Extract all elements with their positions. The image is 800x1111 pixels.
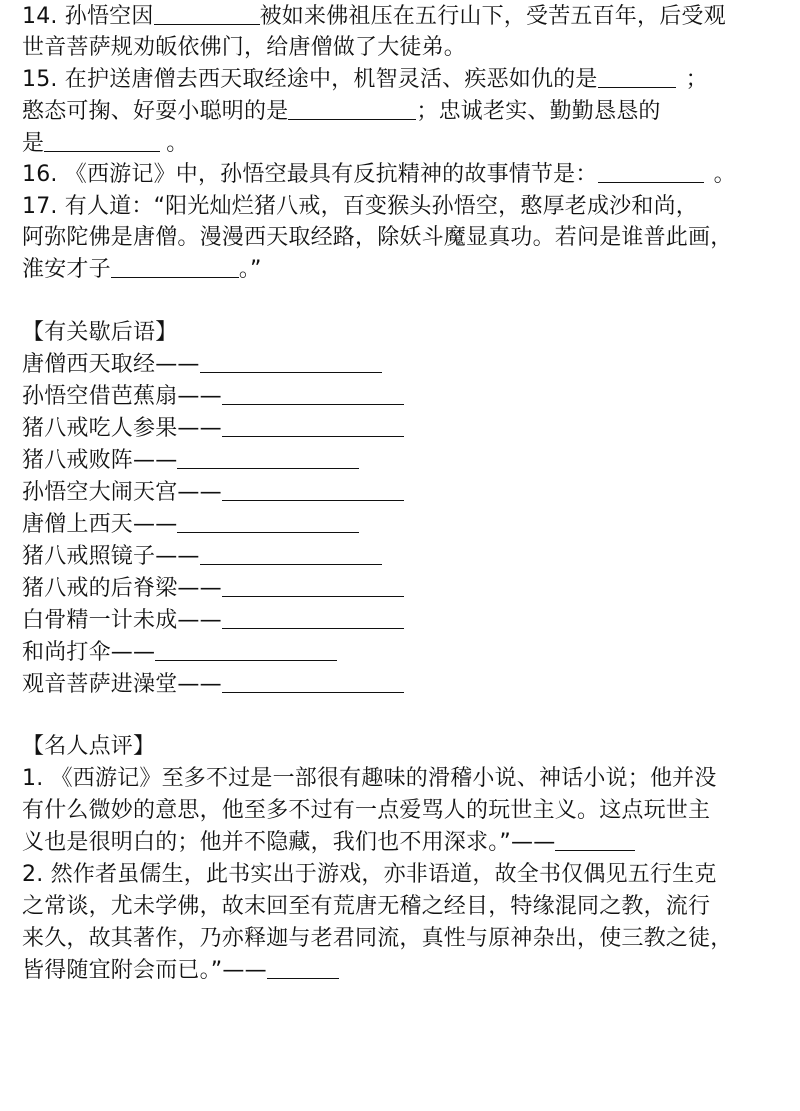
answer-blank[interactable]	[200, 350, 382, 373]
xiehouyu-prompt: 白骨精一计未成——	[22, 608, 222, 633]
comment-text: 2. 然作者虽儒生，此书实出于游戏，亦非语道，故全书仅偶见五行生克	[22, 862, 717, 887]
answer-blank[interactable]	[598, 160, 704, 183]
xiehouyu-item	[22, 574, 404, 604]
comment-text: 有什么微妙的意思，他至多不过有一点爱骂人的玩世主义。这点玩世主	[22, 798, 711, 823]
answer-blank[interactable]	[288, 97, 416, 120]
answer-blank[interactable]	[598, 65, 676, 88]
question-15-text: 。	[166, 131, 189, 156]
question-15-text: 是	[22, 131, 45, 156]
question-17-line-1	[22, 192, 698, 222]
section-heading-comments: 【名人点评】	[22, 734, 156, 759]
comment-text: 1. 《西游记》至多不过是一部很有趣味的滑稽小说、神话小说；他并没	[22, 766, 717, 791]
question-15-line-1	[22, 65, 708, 95]
question-15-text: ；忠诚老实、勤勤恳恳的	[416, 99, 661, 124]
answer-blank[interactable]	[177, 510, 359, 533]
question-17-line-3	[22, 255, 262, 285]
answer-blank[interactable]	[267, 956, 339, 979]
question-17-line-2	[22, 223, 732, 253]
xiehouyu-prompt: 唐僧西天取经——	[22, 352, 200, 377]
answer-blank[interactable]	[222, 574, 404, 597]
comment-text: 之常谈，尤未学佛，故末回至有荒唐无稽之经目，特缘混同之教，流行	[22, 894, 711, 919]
question-15-text: 憨态可掬、好耍小聪明的是	[22, 99, 289, 124]
question-14-line-2	[22, 33, 466, 63]
question-15-line-2	[22, 97, 661, 127]
xiehouyu-prompt: 唐僧上西天——	[22, 512, 178, 537]
answer-blank[interactable]	[222, 478, 404, 501]
xiehouyu-item	[22, 414, 404, 444]
comment-1-line-3	[22, 828, 635, 858]
xiehouyu-prompt: 猪八戒吃人参果——	[22, 416, 222, 441]
answer-blank[interactable]	[222, 382, 404, 405]
xiehouyu-item	[22, 510, 359, 540]
answer-blank[interactable]	[555, 828, 635, 851]
xiehouyu-prompt: 猪八戒败阵——	[22, 448, 178, 473]
answer-blank[interactable]	[177, 446, 359, 469]
xiehouyu-item	[22, 638, 337, 668]
xiehouyu-item	[22, 446, 359, 476]
xiehouyu-prompt: 猪八戒照镜子——	[22, 544, 200, 569]
question-17-text: 17. 有人道：“阳光灿烂猪八戒，百变猴头孙悟空，憨厚老成沙和尚，	[22, 194, 698, 219]
comment-2-line-1	[22, 860, 717, 890]
xiehouyu-item	[22, 542, 382, 572]
answer-blank[interactable]	[155, 638, 337, 661]
comment-2-line-2	[22, 892, 710, 922]
question-14-text: 世音菩萨规劝皈依佛门，给唐僧做了大徒弟。	[22, 35, 467, 60]
question-16-text: 16. 《西游记》中，孙悟空最具有反抗精神的故事情节是：	[22, 162, 598, 187]
comment-2-line-4	[22, 956, 339, 986]
question-16-text: 。	[713, 162, 736, 187]
xiehouyu-prompt: 猪八戒的后脊梁——	[22, 576, 222, 601]
question-14-line-1	[22, 2, 726, 32]
comment-text: 皆得随宜附会而已。”——	[22, 958, 267, 983]
comment-2-line-3	[22, 924, 732, 954]
question-15-line-3	[22, 129, 188, 159]
xiehouyu-prompt: 观音菩萨进澡堂——	[22, 672, 222, 697]
comment-text: 来久，故其著作，乃亦释迦与老君同流，真性与原神杂出，使三教之徒，	[22, 926, 733, 951]
answer-blank[interactable]	[200, 542, 382, 565]
xiehouyu-prompt: 孙悟空大闹天宫——	[22, 480, 222, 505]
question-14-text: 被如来佛祖压在五行山下，受苦五百年，后受观	[259, 4, 726, 29]
xiehouyu-item	[22, 382, 404, 412]
question-17-text: 淮安才子	[22, 257, 111, 282]
question-14-text: 14. 孙悟空因	[22, 4, 154, 29]
answer-blank[interactable]	[222, 670, 404, 693]
comment-text: 义也是很明白的；他并不隐藏，我们也不用深求。”——	[22, 830, 556, 855]
question-15-text: 15. 在护送唐僧去西天取经途中，机智灵活、疾恶如仇的是	[22, 67, 598, 92]
answer-blank[interactable]	[222, 606, 404, 629]
question-16-line	[22, 160, 736, 190]
xiehouyu-item	[22, 670, 404, 700]
answer-blank[interactable]	[154, 2, 260, 25]
xiehouyu-prompt: 孙悟空借芭蕉扇——	[22, 384, 222, 409]
section-heading-xiehouyu: 【有关歇后语】	[22, 320, 178, 345]
comment-1-line-1	[22, 764, 717, 794]
xiehouyu-item	[22, 478, 404, 508]
xiehouyu-item	[22, 606, 404, 636]
question-17-text: 阿弥陀佛是唐僧。漫漫西天取经路，除妖斗魔显真功。若问是谁普此画，	[22, 225, 733, 250]
answer-blank[interactable]	[111, 255, 239, 278]
comment-1-line-2	[22, 796, 710, 826]
answer-blank[interactable]	[44, 129, 160, 152]
answer-blank[interactable]	[222, 414, 404, 437]
xiehouyu-prompt: 和尚打伞——	[22, 640, 156, 665]
question-17-text: 。”	[238, 257, 262, 282]
question-15-text: ；	[685, 67, 708, 92]
xiehouyu-item	[22, 350, 382, 380]
